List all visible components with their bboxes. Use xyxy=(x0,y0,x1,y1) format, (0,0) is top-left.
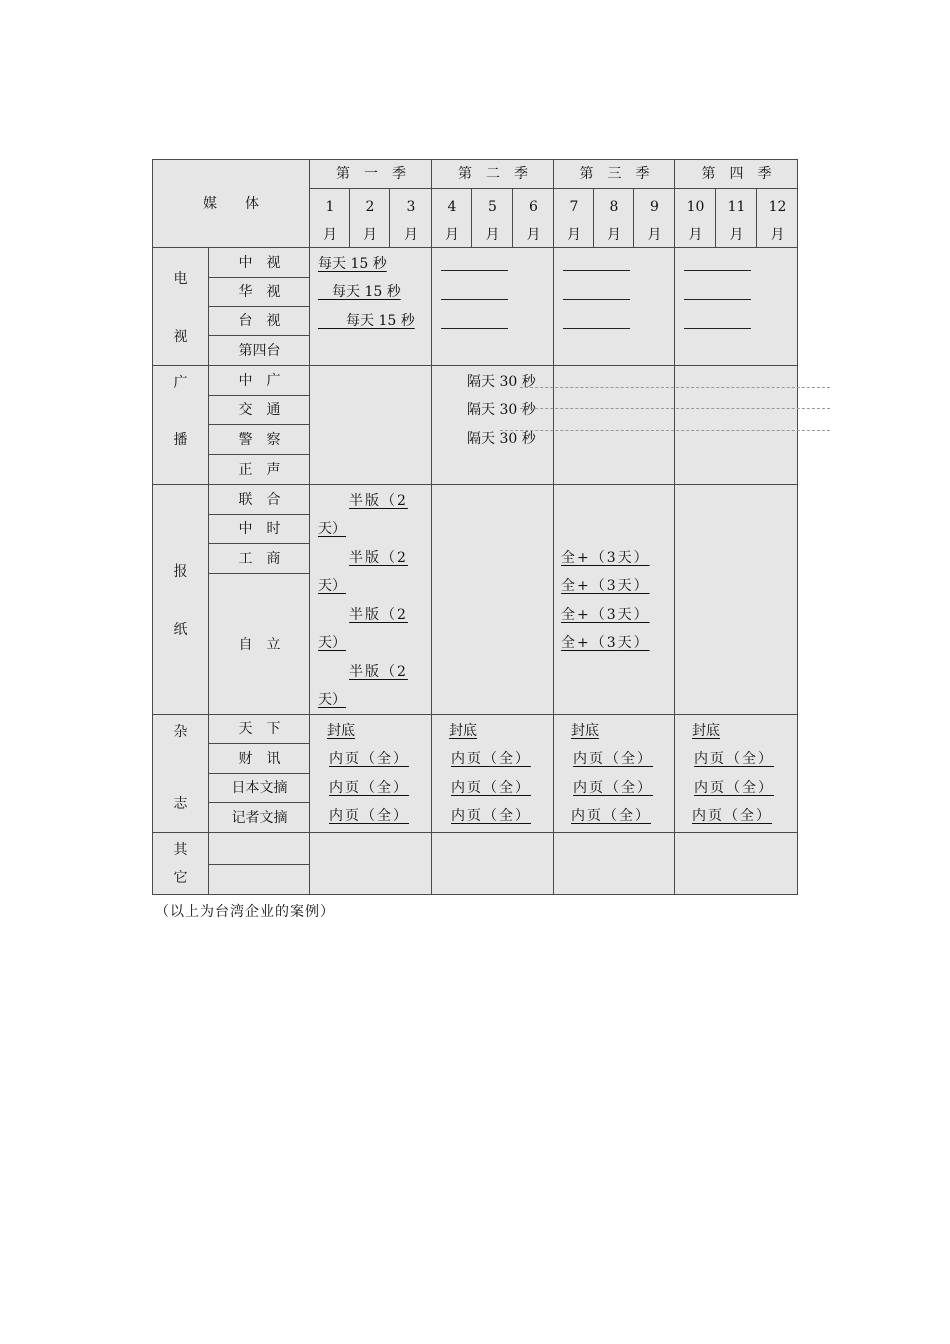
month-number: 7 xyxy=(569,199,579,215)
magazine-inner-entry: 内页（全） xyxy=(329,808,409,824)
blank-line xyxy=(441,299,508,300)
tv-category-cell xyxy=(152,248,209,366)
quarter-3-header: 第 三 季 xyxy=(554,159,675,189)
month-number: 3 xyxy=(406,199,416,215)
month-header-cell xyxy=(350,189,390,248)
radio-label-bottom: 播 xyxy=(173,432,188,448)
media-schedule-table xyxy=(152,159,798,895)
radio-channel-jingcha: 警 察 xyxy=(209,425,310,455)
radio-q1-cell xyxy=(310,366,432,485)
month-unit: 月 xyxy=(363,227,377,243)
magazine-channel-caixun: 财 讯 xyxy=(209,744,310,774)
newspaper-q3-entry: 全+（3天） xyxy=(561,607,650,623)
magazine-cover-entry: 封底 xyxy=(449,723,477,739)
magazine-q4-cell xyxy=(675,715,798,833)
month-number: 11 xyxy=(727,199,746,215)
month-unit: 月 xyxy=(526,227,541,243)
magazine-q1-cell xyxy=(310,715,432,833)
radio-q2-entry: 隔天 30 秒 xyxy=(467,402,536,418)
magazine-inner-entry: 内页（全） xyxy=(573,751,653,767)
magazine-cover-entry: 封底 xyxy=(692,723,720,739)
newspaper-q1-entry: 天） xyxy=(318,578,346,594)
tv-channel-huashi: 华 视 xyxy=(209,278,310,307)
month-unit: 月 xyxy=(445,227,459,243)
blank-line xyxy=(684,270,751,271)
magazine-inner-entry: 内页（全） xyxy=(451,808,531,824)
dashed-guide-line xyxy=(520,387,830,388)
month-number: 8 xyxy=(609,199,619,215)
dashed-guide-line xyxy=(520,408,830,409)
newspaper-q1-entry: 半版（2 xyxy=(349,493,408,509)
magazine-q3-cell xyxy=(554,715,675,833)
month-number: 4 xyxy=(447,199,457,215)
radio-q2-cell xyxy=(432,366,554,485)
month-header-cell xyxy=(472,189,513,248)
blank-line xyxy=(684,328,751,329)
tv-channel-fourth: 第四台 xyxy=(209,336,310,366)
radio-channel-zhongguang: 中 广 xyxy=(209,366,310,396)
radio-category-cell xyxy=(152,366,209,485)
radio-q2-entry: 隔天 30 秒 xyxy=(467,374,536,390)
other-channel-2 xyxy=(209,865,310,895)
magazine-inner-entry: 内页（全） xyxy=(451,751,531,767)
radio-q2-entry: 隔天 30 秒 xyxy=(467,431,536,447)
magazine-channel-riben-wenzhai: 日本文摘 xyxy=(209,774,310,803)
month-unit: 月 xyxy=(607,227,621,243)
tv-channel-zhongshi: 中 视 xyxy=(209,248,310,278)
month-header-cell xyxy=(716,189,757,248)
magazine-channel-tianxia: 天 下 xyxy=(209,715,310,744)
newspaper-q3-entry: 全+（3天） xyxy=(561,550,650,566)
other-q2-cell xyxy=(432,833,554,895)
tv-label-bottom: 视 xyxy=(173,329,188,345)
radio-q4-cell xyxy=(675,366,798,485)
magazine-inner-entry: 内页（全） xyxy=(451,780,531,796)
magazine-cover-entry: 封底 xyxy=(571,723,599,739)
media-header-label: 媒 体 xyxy=(203,196,259,212)
magazine-label-bottom: 志 xyxy=(173,796,188,812)
month-number: 1 xyxy=(325,199,335,215)
magazine-channel-jizhe-wenzhai: 记者文摘 xyxy=(209,803,310,833)
month-header-cell xyxy=(310,189,350,248)
newspaper-q3-entry: 全+（3天） xyxy=(561,635,650,651)
quarter-2-header: 第 二 季 xyxy=(432,159,554,189)
newspaper-channel-zhongshi: 中 时 xyxy=(209,515,310,544)
radio-channel-jiaotong: 交 通 xyxy=(209,396,310,425)
newspaper-q1-cell xyxy=(310,485,432,715)
month-number: 9 xyxy=(650,199,659,215)
month-header-cell xyxy=(390,189,432,248)
radio-label-top: 广 xyxy=(173,375,188,391)
blank-line xyxy=(441,270,508,271)
tv-q1-entry: 每天 15 秒 xyxy=(318,256,387,272)
blank-line xyxy=(441,328,508,329)
magazine-cover-entry: 封底 xyxy=(327,723,355,739)
newspaper-q1-entry: 天） xyxy=(318,635,346,651)
other-q3-cell xyxy=(554,833,675,895)
radio-channel-zhengsheng: 正 声 xyxy=(209,455,310,485)
newspaper-q1-entry: 半版（2 xyxy=(349,664,408,680)
dashed-guide-line xyxy=(500,430,830,431)
tv-q1-cell xyxy=(310,248,432,366)
month-unit: 月 xyxy=(567,227,581,243)
magazine-inner-entry: 内页（全） xyxy=(694,780,774,796)
other-label-bottom: 它 xyxy=(173,870,188,886)
month-unit: 月 xyxy=(729,227,744,243)
month-unit: 月 xyxy=(323,227,337,243)
newspaper-q1-entry: 天） xyxy=(318,692,346,708)
newspaper-q2-cell xyxy=(432,485,554,715)
tv-channel-taishi: 台 视 xyxy=(209,307,310,336)
magazine-label-top: 杂 xyxy=(173,724,188,740)
blank-line xyxy=(563,270,630,271)
newspaper-q1-entry: 半版（2 xyxy=(349,550,408,566)
month-unit: 月 xyxy=(688,227,703,243)
media-header-cell xyxy=(152,159,310,248)
month-header-cell xyxy=(513,189,554,248)
magazine-inner-entry: 内页（全） xyxy=(571,808,651,824)
month-unit: 月 xyxy=(647,227,662,243)
tv-q1-entry: 每天 15 秒 xyxy=(332,284,401,300)
other-label-top: 其 xyxy=(173,842,188,858)
month-unit: 月 xyxy=(404,227,418,243)
quarter-4-header: 第 四 季 xyxy=(675,159,798,189)
newspaper-label-bottom: 纸 xyxy=(173,622,188,638)
footnote: （以上为台湾企业的案例） xyxy=(155,904,335,920)
month-unit: 月 xyxy=(485,227,500,243)
quarter-1-header: 第 一 季 xyxy=(310,159,432,189)
newspaper-q3-cell xyxy=(554,485,675,715)
month-header-cell xyxy=(432,189,472,248)
blank-line xyxy=(684,299,751,300)
tv-label-top: 电 xyxy=(173,271,188,287)
newspaper-q4-cell xyxy=(675,485,798,715)
newspaper-channel-lianhe: 联 合 xyxy=(209,485,310,515)
magazine-q2-cell xyxy=(432,715,554,833)
magazine-inner-entry: 内页（全） xyxy=(694,751,774,767)
month-header-cell xyxy=(554,189,594,248)
month-header-cell xyxy=(675,189,716,248)
other-q1-cell xyxy=(310,833,432,895)
month-number: 12 xyxy=(768,199,787,215)
tv-q4-cell xyxy=(675,248,798,366)
month-unit: 月 xyxy=(770,227,785,243)
month-number: 6 xyxy=(529,199,538,215)
other-q4-cell xyxy=(675,833,798,895)
newspaper-q1-entry: 天） xyxy=(318,521,346,537)
newspaper-label-top: 报 xyxy=(173,564,188,580)
tv-q3-cell xyxy=(554,248,675,366)
magazine-category-cell xyxy=(152,715,209,833)
magazine-inner-entry: 内页（全） xyxy=(573,780,653,796)
newspaper-q1-entry: 半版（2 xyxy=(349,607,408,623)
month-header-cell xyxy=(594,189,634,248)
magazine-inner-entry: 内页（全） xyxy=(692,808,772,824)
other-category-cell xyxy=(152,833,209,895)
month-number: 10 xyxy=(686,199,705,215)
newspaper-q3-entry: 全+（3天） xyxy=(561,578,650,594)
radio-q3-cell xyxy=(554,366,675,485)
tv-q2-cell xyxy=(432,248,554,366)
newspaper-channel-zili: 自 立 xyxy=(209,574,310,715)
other-channel-1 xyxy=(209,833,310,865)
magazine-inner-entry: 内页（全） xyxy=(329,780,409,796)
newspaper-category-cell xyxy=(152,485,209,715)
blank-line xyxy=(563,328,630,329)
month-header-cell xyxy=(634,189,675,248)
tv-q1-entry: 每天 15 秒 xyxy=(346,313,415,329)
blank-line xyxy=(563,299,630,300)
month-number: 5 xyxy=(488,199,497,215)
magazine-inner-entry: 内页（全） xyxy=(329,751,409,767)
month-header-cell xyxy=(757,189,798,248)
newspaper-channel-gongshang: 工 商 xyxy=(209,544,310,574)
month-number: 2 xyxy=(365,199,375,215)
